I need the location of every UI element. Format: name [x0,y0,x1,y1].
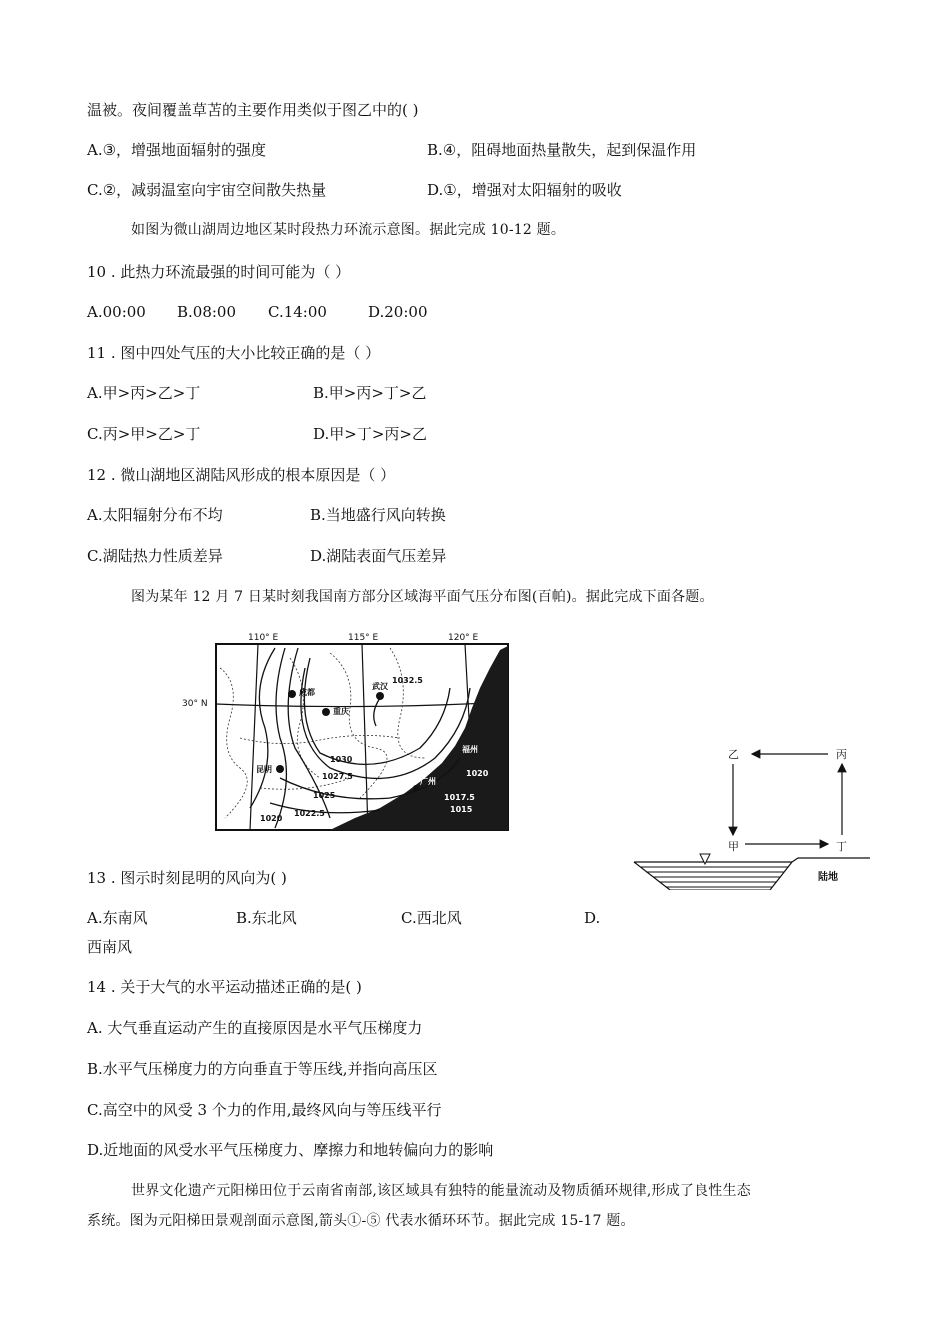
q14-option-c: C.高空中的风受 3 个力的作用,最终风向与等压线平行 [87,1101,442,1119]
q13-stem: 13 . 图示时刻昆明的风向为( ) [87,869,287,887]
isobar-label-1020-west: 1020 [260,814,283,823]
q14-option-d: D.近地面的风受水平气压梯度力、摩擦力和地转偏向力的影响 [87,1141,494,1159]
q12-option-d: D.湖陆表面气压差异 [310,547,447,565]
city-chongqing: 重庆 [333,707,349,716]
label-yi: 乙 [728,748,739,761]
q11-option-a: A.甲>丙>乙>丁 [87,384,201,402]
city-shanghai: 上海 [468,671,484,680]
q9-option-c: C.②，减弱温室向宇宙空间散失热量 [87,181,327,199]
q13-option-d-text: 西南风 [87,938,133,956]
q14-option-a: A. 大气垂直运动产生的直接原因是水平气压梯度力 [87,1019,423,1037]
q10-option-d: D.20:00 [368,303,428,321]
q13-option-b: B.东北风 [236,909,297,927]
label-bing: 丙 [836,748,847,761]
q11-option-c: C.丙>甲>乙>丁 [87,425,201,443]
q9-option-b: B.④，阻碍地面热量散失，起到保温作用 [427,141,697,159]
city-fuzhou: 福州 [462,745,478,754]
city-kunming: 昆明 [256,765,272,774]
isobar-label-1017-5: 1017.5 [444,793,475,802]
q12-option-c: C.湖陆热力性质差异 [87,547,223,565]
q12-stem: 12 . 微山湖地区湖陆风形成的根本原因是（ ） [87,466,396,484]
q10-option-b: B.08:00 [177,303,237,321]
q14-option-b: B.水平气压梯度力的方向垂直于等压线,并指向高压区 [87,1060,438,1078]
isobar-label-1015: 1015 [450,805,473,814]
q9-option-d: D.①，增强对太阳辐射的吸收 [427,181,622,199]
intro-15-17-line2: 系统。图为元阳梯田景观剖面示意图,箭头①-⑤ 代表水循环环节。据此完成 15-17 题。 [87,1213,635,1229]
q11-stem: 11 . 图中四处气压的大小比较正确的是（ ） [87,344,381,362]
q10-option-a: A.00:00 [87,303,146,321]
label-land: 陆地 [818,872,838,883]
isobar-label-1030: 1030 [330,755,353,764]
q13-option-a: A.东南风 [87,909,148,927]
q9-option-a: A.③，增强地面辐射的强度 [87,141,267,159]
q14-stem: 14 . 关于大气的水平运动描述正确的是( ) [87,978,362,996]
lon-label-115: 115° E [348,633,379,643]
q10-option-c: C.14:00 [268,303,327,321]
q12-option-b: B.当地盛行风向转换 [310,506,446,524]
q9-stem: 温被。夜间覆盖草苫的主要作用类似于图乙中的( ) [87,101,419,119]
isobar-label-1025: 1025 [313,791,336,800]
lon-label-120: 120° E [448,633,479,643]
label-jia: 甲 [728,840,739,853]
q11-option-d: D.甲>丁>丙>乙 [313,425,427,443]
isobar-label-1027-5: 1027.5 [322,772,353,781]
city-chengdu: 成都 [299,688,315,697]
isobar-map [180,628,515,834]
intro-10-12: 如图为微山湖周边地区某时段热力环流示意图。据此完成 10-12 题。 [131,222,566,238]
q10-stem: 10 . 此热力环流最强的时间可能为（ ） [87,263,351,281]
lon-label-110: 110° E [248,633,279,643]
isobar-label-1020-east: 1020 [466,769,489,778]
lat-label-30: 30° N [182,699,208,709]
q13-option-d-prefix: D. [584,909,601,927]
isobar-label-1032-5: 1032.5 [392,676,423,685]
q13-option-c: C.西北风 [401,909,462,927]
city-wuhan: 武汉 [372,682,388,691]
label-ding: 丁 [836,840,847,853]
intro-15-17-line1: 世界文化遗产元阳梯田位于云南省南部,该区域具有独特的能量流动及物质循环规律,形成了良性生态 [131,1183,751,1199]
q12-option-a: A.太阳辐射分布不均 [87,506,223,524]
city-guangzhou: 广州 [420,777,436,786]
q11-option-b: B.甲>丙>丁>乙 [313,384,427,402]
intro-13-14: 图为某年 12 月 7 日某时刻我国南方部分区域海平面气压分布图(百帕)。据此完成下面各题。 [131,589,714,605]
isobar-label-1022-5: 1022.5 [294,809,325,818]
thermal-circulation-diagram [630,740,875,890]
